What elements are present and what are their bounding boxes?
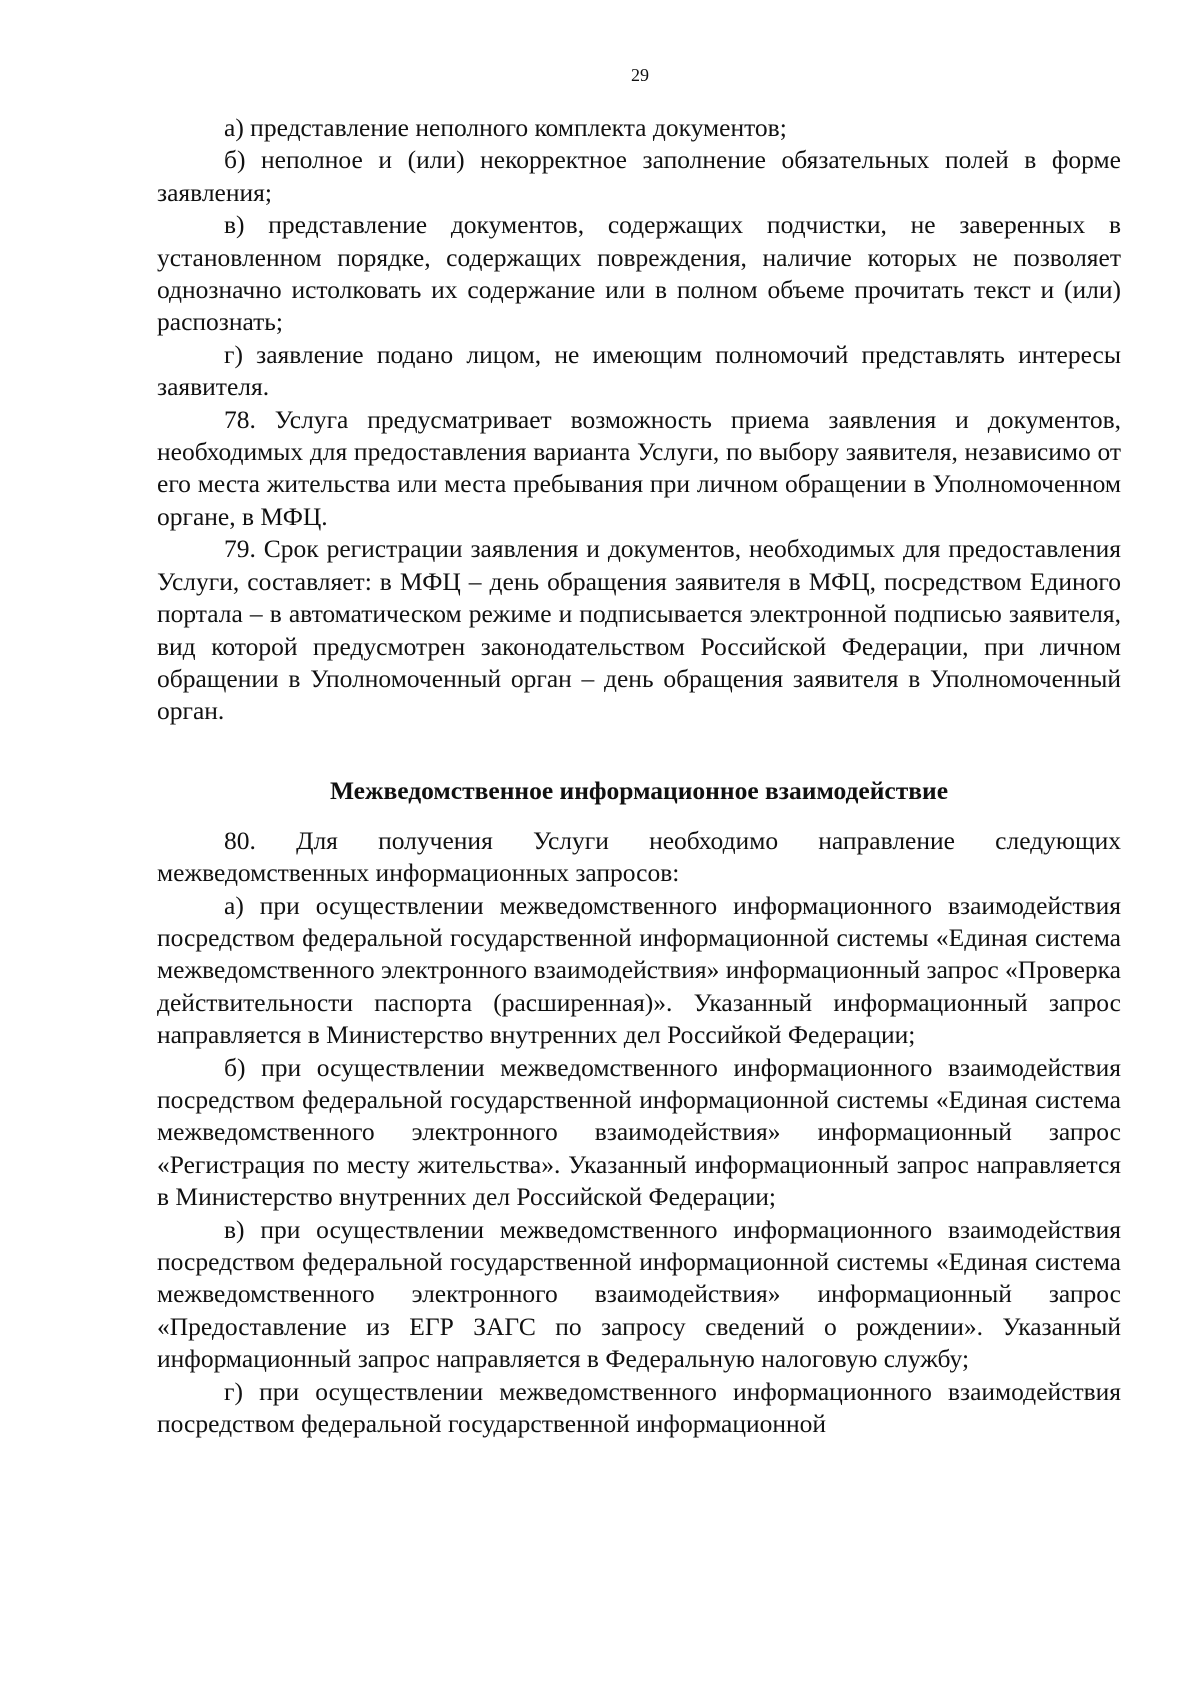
request-item-g-continued: г) при осуществлении межведомственного информационного взаимодействия посредством федеральной государственной информационной <box>157 1376 1121 1439</box>
list-item-v-damaged-documents: в) представление документов, содержащих подчистки, не заверенных в установленном порядке, содержащих повреждения, наличие которых не позволяет однозначно истолковать их содержание или в полном объеме прочитать текст и (или) распознать; <box>157 210 1121 337</box>
list-item-a-incomplete-set: а) представление неполного комплекта документов; <box>224 113 787 142</box>
section-heading: Межведомственное информационное взаимодействие <box>329 775 949 805</box>
request-item-b-registration: б) при осуществлении межведомственного информационного взаимодействия посредством федеральной государственной информационной системы «Единая система межведомственного электронного взаимодействия» информационный запрос «Регистрация по месту жительства». Указанный информационный запрос направляется в Министерство внутренних дел Российской Федерации; <box>157 1052 1121 1212</box>
document-body <box>157 112 1121 1440</box>
page-number: 29 <box>631 65 649 85</box>
clause-80: 80. Для получения Услуги необходимо направление следующих межведомственных информационных запросов: <box>157 825 1121 888</box>
clause-79: 79. Срок регистрации заявления и документов, необходимых для предоставления Услуги, составляет: в МФЦ – день обращения заявителя в МФЦ, посредством Единого портала – в автоматическом режиме и подписывается электронной подписью заявителя, вид которой предусмотрен законодательством Российской Федерации, при личном обращении в Уполномоченный орган – день обращения заявителя в Уполномоченный орган. <box>157 534 1121 726</box>
request-item-v-birth-records: в) при осуществлении межведомственного информационного взаимодействия посредством федеральной государственной информационной системы «Единая система межведомственного электронного взаимодействия» информационный запрос «Предоставление из ЕГР ЗАГС по запросу сведений о рождении». Указанный информационный запрос направляется в Федеральную налоговую службу; <box>157 1214 1121 1374</box>
list-item-g-no-authority: г) заявление подано лицом, не имеющим полномочий представлять интересы заявителя. <box>157 339 1121 402</box>
list-item-b-incomplete-fields: б) неполное и (или) некорректное заполнение обязательных полей в форме заявления; <box>157 145 1121 207</box>
clause-78: 78. Услуга предусматривает возможность приема заявления и документов, необходимых для предоставления варианта Услуги, по выбору заявителя, независимо от его места жительства или места пребывания при личном обращении в Уполномоченном органе, в МФЦ. <box>157 404 1121 531</box>
request-item-a-passport-check: а) при осуществлении межведомственного информационного взаимодействия посредством федеральной государственной информационной системы «Единая система межведомственного электронного взаимодействия» информационный запрос «Проверка действительности паспорта (расширенная)». Указанный информационный запрос направляется в Министерство внутренних дел Российкой Федерации; <box>157 890 1121 1050</box>
